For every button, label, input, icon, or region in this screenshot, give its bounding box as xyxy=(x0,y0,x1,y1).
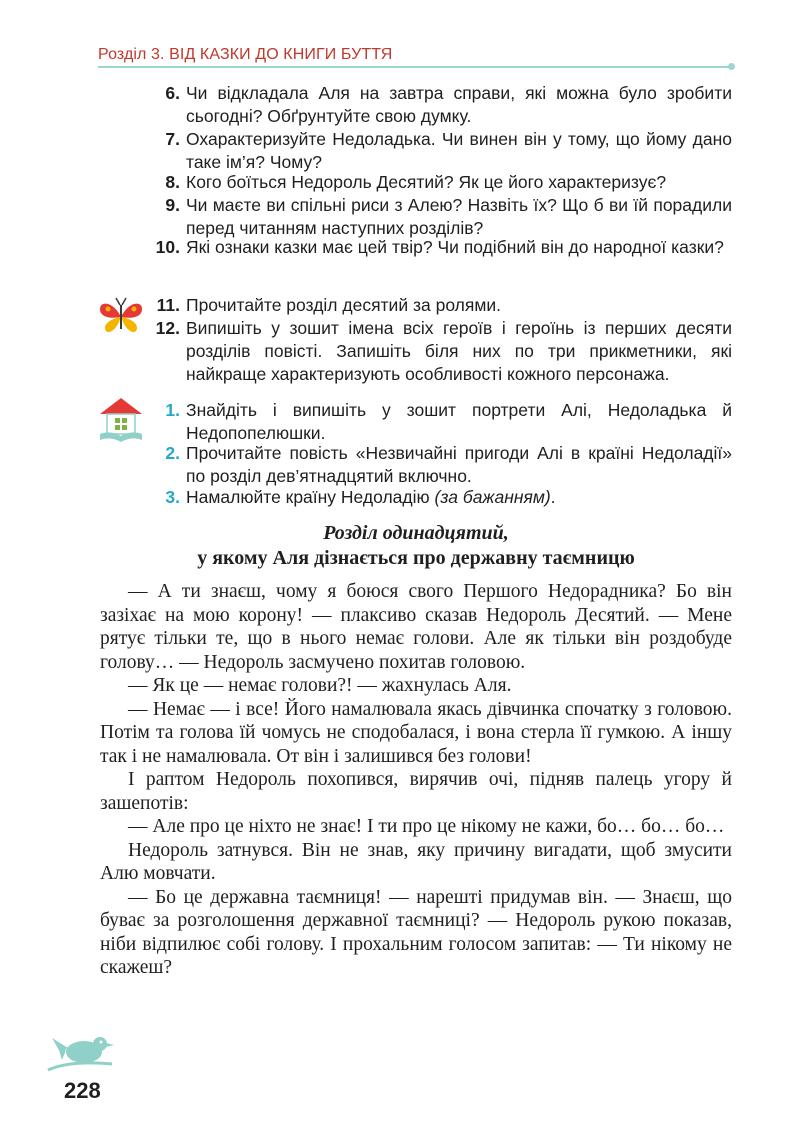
question-number: 7. xyxy=(165,129,180,149)
task-number: 3. xyxy=(165,487,180,507)
bird-icon xyxy=(40,1030,120,1078)
task-text: Знайдіть і випишіть у зошит портрети Алі, Недоладька й Недопопелюшки. xyxy=(186,400,732,443)
home-task-item xyxy=(150,442,732,488)
butterfly-icon xyxy=(98,295,144,335)
house-book-icon xyxy=(98,396,144,442)
task-text: Прочитайте повість «Незвичайні пригоди Алі в країні Недоладії» по розділ дев’ятнадцятий включно. xyxy=(186,443,732,486)
chapter-title: Розділ одинадцятий, xyxy=(323,522,509,544)
home-task-item xyxy=(150,486,732,509)
task-text-main: Намалюйте країну Недоладію xyxy=(186,487,435,507)
story-text xyxy=(100,580,732,980)
task-text-italic: (за бажанням) xyxy=(434,487,551,507)
task-text xyxy=(186,486,732,509)
group-task-item xyxy=(150,294,732,317)
question-number: 9. xyxy=(165,195,180,215)
story-paragraph: Недороль затнувся. Він не знав, яку причину вигадати, щоб змусити Алю мовчати. xyxy=(100,839,732,884)
question-number: 10. xyxy=(155,237,180,257)
task-number: 2. xyxy=(165,443,180,463)
task-number: 11. xyxy=(156,295,180,315)
story-paragraph: І раптом Недороль похопився, вирячив очі, підняв палець угору й зашепотів: xyxy=(100,769,732,814)
task-text: Випишіть у зошит імена всіх героїв і героїнь із перших десяти розділів повісті. Запишіть біля них по три прикметники, які найкраще характеризують особливості кожного персонажа. xyxy=(186,318,732,384)
page-header: Розділ 3. ВІД КАЗКИ ДО КНИГИ БУТТЯ xyxy=(98,46,393,63)
question-text: Чи маєте ви спільні риси з Алею? Назвіть їх? Що б ви їй порадили перед читанням наступних розділів? xyxy=(186,195,732,238)
question-text: Чи відкладала Аля на завтра справи, які можна було зробити сьогодні? Обґрунтуйте свою думку. xyxy=(186,83,732,126)
story-paragraph: — А ти знаєш, чому я боюся свого Першого Недорадника? Бо він зазіхає на мою корону! — плаксиво сказав Недороль Десятий. — Мене рятує тільки те, що в нього немає голови. Але як тільки він роздобуде голову… — Недороль засмучено похитав головою. xyxy=(100,581,732,673)
page-number: 228 xyxy=(64,1078,101,1103)
task-number: 1. xyxy=(165,400,180,420)
question-item xyxy=(150,236,732,259)
header-divider-dot xyxy=(728,63,735,70)
task-text: Прочитайте розділ десятий за ролями. xyxy=(186,295,502,315)
story-paragraph: — Але про це ніхто не знає! І ти про це нікому не кажи, бо… бо… бо… xyxy=(128,816,725,837)
group-task-item xyxy=(150,317,732,386)
question-item xyxy=(150,128,732,174)
header-divider xyxy=(98,66,730,68)
task-number: 12. xyxy=(155,318,180,338)
story-paragraph: — Бо це державна таємниця! — нарешті придумав він. — Знаєш, що буває за розголошення державної таємниці? — Недороль рукою показав, ніби відпилює собі голову. І прохальним голосом запитав: — Ти нікому не скажеш? xyxy=(100,886,732,978)
story-paragraph: — Як це — немає голови?! — жахнулась Аля. xyxy=(128,675,512,696)
question-item xyxy=(150,194,732,240)
story-paragraph: — Немає — і все! Його намалювала якась дівчинка спочатку з головою. Потім та голова їй чомусь не сподобалася, і вона стерла її гумкою. А іншу так і не намалювала. От він і залишився без голови! xyxy=(100,698,732,767)
question-number: 6. xyxy=(165,83,180,103)
question-number: 8. xyxy=(165,172,180,192)
question-text: Кого боїться Недороль Десятий? Як це його характеризує? xyxy=(186,172,667,192)
chapter-subtitle: у якому Аля дізнається про державну таємницю xyxy=(197,547,635,569)
home-task-item xyxy=(150,399,732,445)
question-text: Охарактеризуйте Недоладька. Чи винен він у тому, що йому дано таке ім’я? Чому? xyxy=(186,129,732,172)
question-item xyxy=(150,171,732,194)
question-text: Які ознаки казки має цей твір? Чи подібний він до народної казки? xyxy=(186,237,724,257)
task-text-end: . xyxy=(550,487,556,507)
question-item xyxy=(150,82,732,128)
